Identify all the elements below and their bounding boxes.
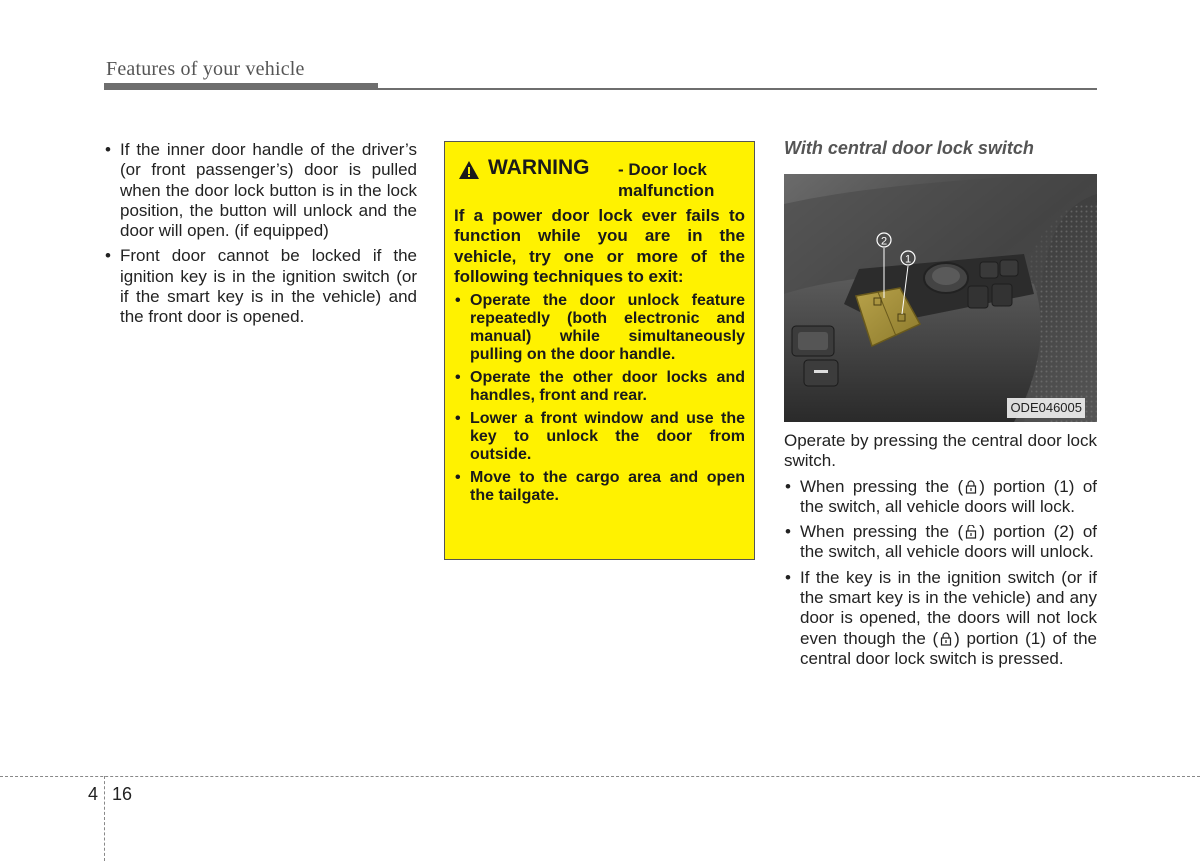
warning-list	[454, 292, 745, 505]
warning-label: WARNING	[488, 156, 590, 179]
left-bullet-list	[104, 140, 417, 328]
right-column	[784, 138, 1097, 674]
page-number: 16	[112, 784, 133, 804]
callout-2: 2	[880, 235, 888, 248]
list-item: • Operate the door unlock feature repeatedly (both electronic and manual) while simultaneously pulling on the door handle.	[454, 292, 745, 364]
left-column	[104, 140, 417, 333]
footer-divider	[104, 776, 105, 861]
list-item	[784, 522, 1097, 563]
lock-open-icon	[964, 525, 978, 539]
chapter-number: 4	[88, 784, 99, 804]
list-item: • If the inner door handle of the driver’s (or front passenger’s) door is pulled when the door lock button is in the lock position, the button will unlock and the door will open. (if equipped)	[104, 140, 417, 241]
footer-rule	[0, 776, 1200, 777]
lock-closed-icon	[939, 632, 953, 646]
text-segment: ) portion (1) of the central door lock switch is pressed.	[800, 628, 1098, 668]
text-segment: If the key is in the ignition switch (or if the smart key is in the vehicle) and any door is opened, the doors will not lock even though the (	[800, 567, 1097, 648]
text-segment: When pressing the (	[800, 522, 964, 542]
section-subheading: With central door lock switch	[784, 138, 1034, 158]
list-item	[784, 568, 1097, 669]
text-segment: When pressing the (	[800, 476, 964, 496]
intro-paragraph: Operate by pressing the central door lock switch.	[784, 431, 1097, 471]
callout-1: 1	[904, 253, 912, 266]
warning-subtitle-continued: malfunction	[618, 181, 715, 200]
page-header-title: Features of your vehicle	[106, 58, 305, 80]
warning-intro: If a power door lock ever fails to function while you are in the vehicle, try one or more of the following techniques to exit:	[454, 206, 745, 286]
list-item: • Move to the cargo area and open the tailgate.	[454, 469, 745, 505]
lock-closed-icon	[964, 480, 978, 494]
text-segment: ) portion (1) of the switch, all vehicle doors will lock.	[800, 476, 1097, 516]
list-item: • Lower a front window and use the key to unlock the door from outside.	[454, 410, 745, 464]
list-item	[784, 477, 1097, 518]
text-segment: ) portion (2) of the switch, all vehicle doors will unlock.	[800, 522, 1097, 562]
figure-code: ODE046005	[1007, 398, 1085, 418]
warning-triangle-icon	[458, 160, 480, 180]
header-rule	[104, 88, 1097, 90]
list-item: • Operate the other door locks and handles, front and rear.	[454, 369, 745, 405]
door-switch-photo	[784, 174, 1097, 422]
door-panel-illustration	[784, 174, 1097, 422]
warning-box	[444, 141, 755, 560]
list-item: • Front door cannot be locked if the ignition key is in the ignition switch (or if the smart key is in the vehicle) and the front door is opened.	[104, 246, 417, 327]
warning-subtitle: - Door lock	[618, 160, 707, 179]
right-bullet-list	[784, 477, 1097, 670]
warning-header	[454, 156, 745, 206]
